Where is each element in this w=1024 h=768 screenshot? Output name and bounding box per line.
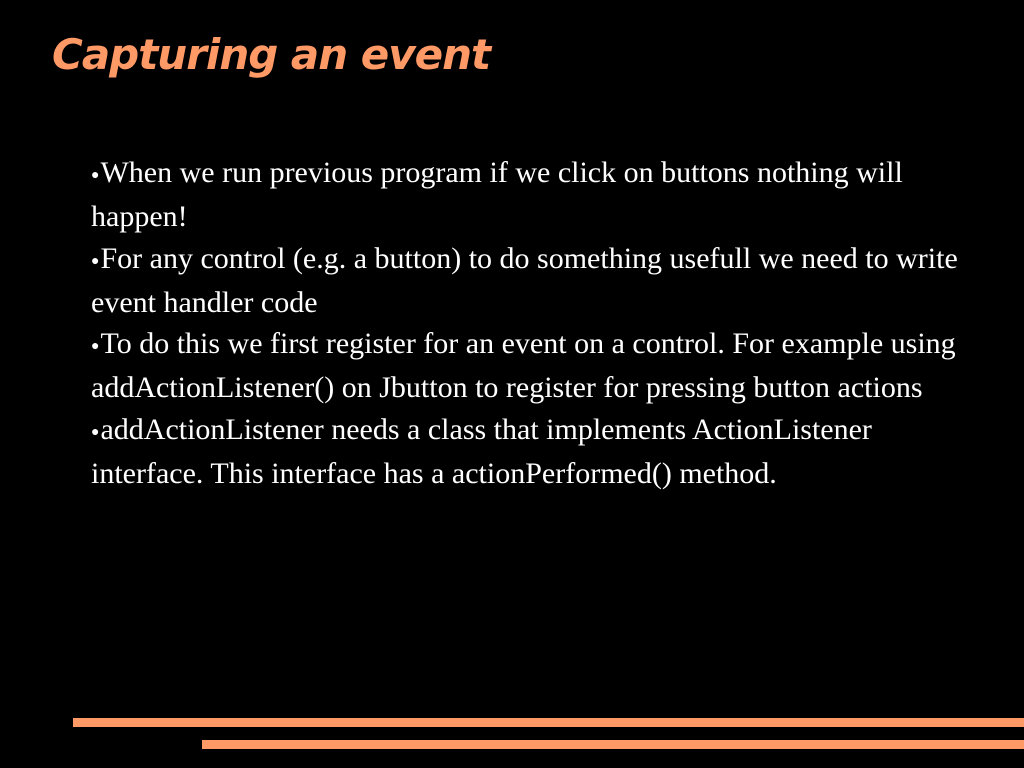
bullet-item: [91, 152, 961, 238]
decorative-rule-lower: [202, 740, 1024, 749]
decorative-rule-upper: [73, 718, 1024, 727]
bullet-list: [91, 152, 961, 494]
bullet-text: To do this we first register for an event on a control. For example using addActionListener() on Jbutton to register for pressing button actions: [91, 327, 956, 405]
bullet-text: For any control (e.g. a button) to do something usefull we need to write event handler code: [91, 241, 958, 319]
bullet-icon: ●: [91, 424, 100, 440]
bullet-item: [91, 323, 961, 409]
bullet-item: [91, 409, 961, 495]
bullet-icon: ●: [91, 168, 100, 183]
bullet-text: addActionListener needs a class that implements ActionListener interface. This interface has a actionPerformed() method.: [91, 412, 872, 491]
bullet-icon: ●: [91, 253, 100, 269]
bullet-text: When we run previous program if we click on buttons nothing will happen!: [91, 156, 903, 234]
bullet-icon: ●: [91, 339, 100, 355]
slide-title: Capturing an event: [52, 30, 491, 79]
bullet-item: [91, 238, 961, 324]
